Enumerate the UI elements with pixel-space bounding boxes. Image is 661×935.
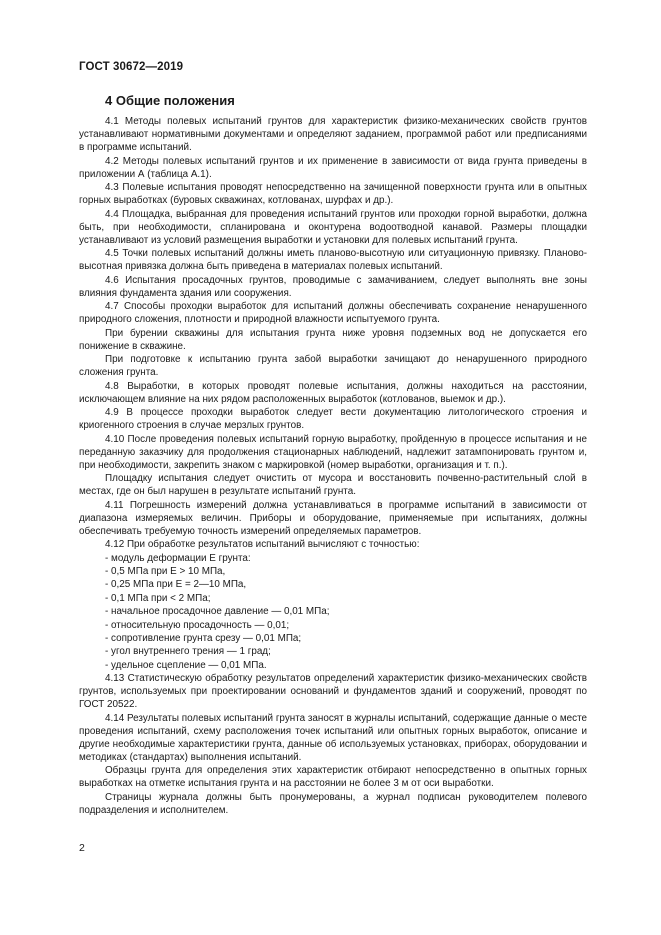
document-body [79,115,587,817]
list-item-initial-pressure: - начальное просадочное давление — 0,01 МПа; [105,606,330,618]
paragraph-4-14: 4.14 Результаты полевых испытаний грунта заносят в журналы испытаний, содержащие данные о месте проведения испытаний, схему расположения точек испытаний или опытных горных выработок, описание и другие необходимые характеристики грунта, данные об используемых установках, приборах, оборудовании и методиках (стандартах) выполнения испытаний. [79,712,587,763]
paragraph-4-10-site: Площадку испытания следует очистить от мусора и восстановить почвенно-растительный слой в местах, где он был нарушен в результате испытаний грунта. [79,473,587,498]
paragraph-4-9: 4.9 В процессе проходки выработок следует вести документацию литологического строения и криогенного строения в случае мерзлых грунтов. [79,407,587,432]
list-item-deformation-modulus: - модуль деформации E грунта: [105,552,251,564]
list-item-friction-angle: - угол внутреннего трения — 1 град; [105,646,271,658]
paragraph-4-6: 4.6 Испытания просадочных грунтов, проводимые с замачиванием, следует выполнять вне зоны влияния фундамента здания или сооружения. [79,274,587,299]
paragraph-4-3: 4.3 Полевые испытания проводят непосредственно на зачищенной поверхности грунта или в опытных горных выработках (буровых скважинах, котлованах, шурфах и др.). [79,182,587,207]
page-number: 2 [79,842,85,854]
list-item-modulus-above-10: - 0,5 МПа при E > 10 МПа, [105,565,226,577]
list-item-shear-resistance: - сопротивление грунта срезу — 0,01 МПа; [105,632,302,644]
paragraph-4-7: 4.7 Способы проходки выработок для испытаний должны обеспечивать сохранение ненарушенного природного сложения, плотности и природной влажности испытуемого грунта. [79,301,587,326]
paragraph-4-10: 4.10 После проведения полевых испытаний горную выработку, пройденную в процессе испытания и не переданную заказчику для продолжения стационарных наблюдений, надлежит затампонировать грунтом и, при необходимости, закрепить знаком с маркировкой (номер выработки, организация и т. п.). [79,433,587,471]
list-item-relative-subsidence: - относительную просадочность — 0,01; [105,619,290,631]
paragraph-4-14-journal: Страницы журнала должны быть пронумерованы, а журнал подписан руководителем полевого подразделения и исполнителем. [79,791,587,816]
list-item-cohesion: - удельное сцепление — 0,01 МПа. [105,659,267,671]
list-item-modulus-2-10: - 0,25 МПа при E = 2—10 МПа, [105,579,247,591]
paragraph-4-2: 4.2 Методы полевых испытаний грунтов и их применение в зависимости от вида грунта приведены в приложении А (таблица А.1). [79,155,587,180]
paragraph-4-1: 4.1 Методы полевых испытаний грунтов для характеристик физико-механических свойств грунтов устанавливают нормативными документами и определяют заданием, программой работ или предписаниями в программе испытаний. [79,116,587,154]
paragraph-4-7-preparation: При подготовке к испытанию грунта забой выработки зачищают до ненарушенного природного сложения грунта. [79,354,587,379]
section-heading: 4 Общие положения [105,93,235,108]
list-item-modulus-below-2: - 0,1 МПа при < 2 МПа; [105,592,211,604]
paragraph-4-13: 4.13 Статистическую обработку результатов определений характеристик физико-механических свойств грунтов, используемых при проектировании оснований и фундаментов зданий и сооружений, проводят по ГОСТ 20522. [79,673,587,711]
paragraph-4-11: 4.11 Погрешность измерений должна устанавливаться в программе испытаний в зависимости от диапазона измеряемых величин. Приборы и оборудование, применяемые при испытаниях, должны обеспечивать требуемую точность измерений определяемых параметров. [79,499,587,537]
paragraph-4-14-samples: Образцы грунта для определения этих характеристик отбирают непосредственно в опытных горных выработках на отметке испытания грунта и на расстоянии не более 3 м от оси выработки. [79,765,587,790]
paragraph-4-7-boring: При бурении скважины для испытания грунта ниже уровня подземных вод не допускается его понижение в скважине. [79,327,587,352]
paragraph-4-8: 4.8 Выработки, в которых проводят полевые испытания, должны находиться на расстоянии, исключающем влияние на них рядом расположенных выработок (котлованов, выемок и др.). [79,380,587,405]
paragraph-4-4: 4.4 Площадка, выбранная для проведения испытаний грунтов или проходки горной выработки, должна быть, при необходимости, спланирована и оконтурена водоотводной канавой. Размеры площадки устанавливают из условий размещения выработки и установки для полевых испытаний грунта. [79,208,587,246]
standard-designation: ГОСТ 30672—2019 [79,61,184,73]
paragraph-4-12: 4.12 При обработке результатов испытаний вычисляют с точностью: [105,539,420,551]
paragraph-4-5: 4.5 Точки полевых испытаний должны иметь планово-высотную или ситуационную привязку. Планово-высотная привязка должна быть приведена в материалах полевых испытаний. [79,248,587,273]
